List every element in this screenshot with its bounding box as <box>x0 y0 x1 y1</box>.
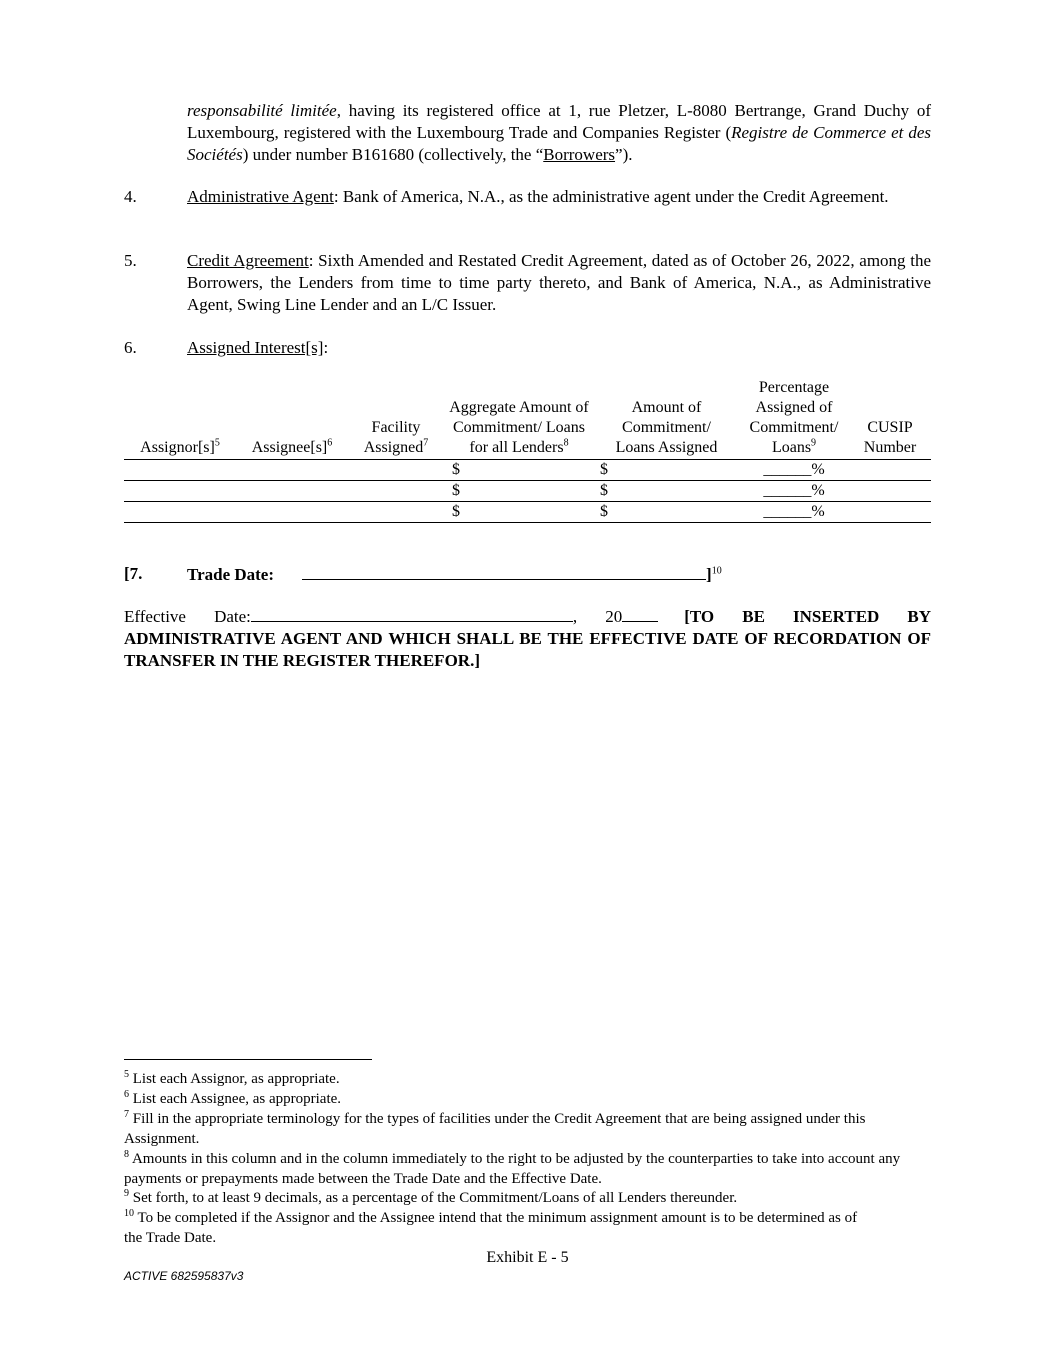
item-4-heading: Administrative Agent <box>187 187 334 206</box>
aggregate-cell[interactable]: $ <box>444 502 594 523</box>
amount-cell[interactable]: $ <box>594 481 739 502</box>
item-5-number: 5. <box>124 251 137 270</box>
item-4-body: : Bank of America, N.A., as the administrative agent under the Credit Agreement. <box>333 187 889 206</box>
header-assignor: $Assignor[s]^5$ <box>124 378 236 460</box>
trade-date-number: [7. <box>124 564 143 583</box>
percentage-cell[interactable]: ______% <box>739 502 849 523</box>
header-percentage: Percentage Assigned of Commitment/ Loans$^9$ <box>739 378 849 460</box>
item-6-heading: Assigned Interest[s] <box>187 338 324 357</box>
intro-text-2: ) under number B161680 (collectively, the “ <box>242 145 544 164</box>
effective-year-blank[interactable] <box>622 605 658 622</box>
footnote-7: $^7$ Fill in the appropriate terminology for the types of facilities under the Credit Agreement that are being assigned under this Assignment. <box>124 1109 866 1147</box>
percentage-cell[interactable]: ______% <box>739 460 849 481</box>
intro-close: ”). <box>615 145 633 164</box>
trade-date-line <box>187 563 931 586</box>
footnote-6: $^6$ List each Assignee, as appropriate. <box>124 1089 342 1107</box>
effective-date-year: , 20 <box>572 607 623 626</box>
trade-date-label: Trade Date: <box>187 565 275 584</box>
amount-cell[interactable]: $ <box>594 502 739 523</box>
percentage-cell[interactable]: ______% <box>739 481 849 502</box>
intro-italic-lead: responsabilité limitée <box>187 101 337 120</box>
table-row <box>124 502 931 523</box>
item-4-number: 4. <box>124 187 137 206</box>
footnote-9: $^9$ Set forth, to at least 9 decimals, as a percentage of the Commitment/Loans of all Lenders thereunder. <box>124 1188 738 1206</box>
effective-date-blank[interactable] <box>251 605 573 622</box>
effective-date-instruction: [TO BE INSERTED BY ADMINISTRATIVE AGENT AND WHICH SHALL BE THE EFFECTIVE DATE OF RECORDATION OF TRANSFER IN THE REGISTER THEREFOR.] <box>124 607 932 670</box>
trade-date-footnote-ref: 10 <box>711 565 722 577</box>
intro-paragraph <box>187 100 931 166</box>
page-number: Exhibit E - 5 <box>486 1249 569 1266</box>
borrowers-term: Borrowers <box>543 145 616 164</box>
table-row <box>124 460 931 481</box>
item-5-body: : Sixth Amended and Restated Credit Agreement, dated as of October 26, 2022, among the Borrowers, the Lenders from time to time party thereto, and Bank of America, N.A., as Administrative Agent, Swing Line Lender and an L/C Issuer. <box>187 251 931 314</box>
intro-text-1: , having its registered office at 1, rue Pletzer, L-8080 Bertrange, Grand Duchy of Luxembourg, registered with the Luxembourg Trade and Companies Register ( <box>187 101 931 142</box>
intro-register-name: Registre de Commerce et des Sociétés <box>187 123 932 164</box>
effective-date-label: Effective Date: <box>124 607 251 626</box>
header-assignee: $Assignee[s]^6$ <box>236 378 348 460</box>
effective-date-paragraph <box>124 605 931 672</box>
footnote-10: $^{10}$ To be completed if the Assignor and the Assignee intend that the minimum assignment amount is to be determined as of the Trade Date. <box>124 1208 858 1246</box>
item-5-heading: Credit Agreement <box>187 251 309 270</box>
item-6-text <box>187 337 931 359</box>
aggregate-cell[interactable]: $ <box>444 481 594 502</box>
header-facility: Facility Assigned$^7$ <box>348 378 444 460</box>
header-amount-assigned: Amount of Commitment/ Loans Assigned <box>594 378 739 460</box>
trade-date-close: ] <box>706 565 712 584</box>
table-row <box>124 481 931 502</box>
item-6-body: : <box>323 338 329 357</box>
table-header-row <box>124 378 931 460</box>
aggregate-cell[interactable]: $ <box>444 460 594 481</box>
header-aggregate-amount: Aggregate Amount of Commitment/ Loans for all Lenders$^8$ <box>444 378 594 460</box>
cusip-cell[interactable] <box>849 502 931 523</box>
assigned-interests-table <box>124 378 931 523</box>
footnote-5: $^5$ List each Assignor, as appropriate. <box>124 1069 340 1087</box>
item-6-number: 6. <box>124 338 137 357</box>
item-4-text <box>187 186 931 208</box>
document-id: ACTIVE 682595837v3 <box>124 1269 244 1283</box>
amount-cell[interactable]: $ <box>594 460 739 481</box>
cusip-cell[interactable] <box>849 481 931 502</box>
header-cusip: CUSIP Number <box>849 378 931 460</box>
item-5-text <box>187 250 931 316</box>
footnote-separator <box>124 1059 372 1060</box>
cusip-cell[interactable] <box>849 460 931 481</box>
trade-date-blank[interactable] <box>302 563 706 580</box>
footnote-8: $^8$ Amounts in this column and in the column immediately to the right to be adjusted by the counterparties to take into account any payments or prepayments made between the Trade Date and the Effective Date. <box>124 1149 901 1187</box>
